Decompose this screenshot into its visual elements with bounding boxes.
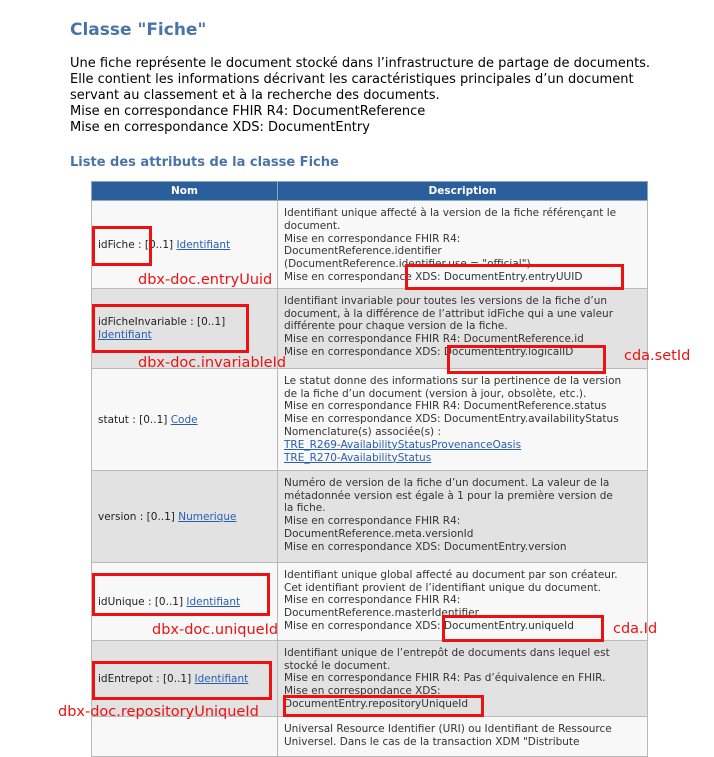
type-link[interactable]: Identifiant [98, 329, 152, 342]
desc-line: Identifiant unique global affecté au document par son créateur. [284, 568, 618, 581]
desc-line: Universal Resource Identifier (URI) ou Identifiant de Ressource [284, 722, 612, 735]
annotation-label: cda.setId [624, 348, 691, 364]
desc-line: Le statut donne des informations sur la pertinence de la version [284, 374, 622, 387]
table-row [92, 470, 648, 562]
desc-line: Cet identifiant provient de l’identifiant unique du document. [284, 581, 601, 594]
attr-desc-cell [278, 368, 648, 470]
highlight-box-uniqueid [442, 615, 604, 642]
desc-line: Mise en correspondance XDS: DocumentEntry.entryUUID [284, 270, 583, 283]
annotation-label: dbx-doc.invariableId [138, 355, 287, 371]
header-nom: Nom [92, 182, 278, 201]
type-link[interactable]: Code [170, 413, 198, 426]
intro-line: Une fiche représente le document stocké dans l’infrastructure de partage de documents. [70, 56, 651, 71]
intro-line: servant au classement et à la recherche des documents. [70, 88, 440, 103]
highlight-box-idunique [92, 573, 270, 616]
highlight-box-logicalid [447, 345, 606, 374]
nomenclature-link[interactable]: TRE_R270-AvailabilityStatus [284, 451, 432, 464]
desc-line: document. [284, 219, 341, 232]
section-title: Liste des attributs de la classe Fiche [70, 155, 339, 170]
desc-line: DocumentReference.meta.versionId [284, 527, 474, 540]
desc-line: Mise en correspondance XDS: DocumentEntry.logicalID [284, 345, 574, 358]
desc-line: Mise en correspondance FHIR R4: DocumentReference.status [284, 400, 607, 413]
desc-line: Identifiant unique affecté à la version de la fiche référençant le [284, 207, 617, 219]
desc-line: Universel. Dans le cas de la transaction XDM "Distribute [284, 735, 580, 748]
table-header-row [92, 182, 648, 201]
attr-desc-cell [278, 470, 648, 562]
intro-line: Mise en correspondance FHIR R4: DocumentReference [70, 104, 426, 119]
intro-line: Elle contient les informations décrivant les caractéristiques principales d’un document [70, 72, 634, 87]
desc-line: de la fiche d’un document (version à jour, obsolète, etc.). [284, 387, 587, 400]
table-row [92, 368, 648, 470]
annotation-label: dbx-doc.repositoryUniqueId [58, 704, 259, 720]
desc-line: (DocumentReference.identifier.use = "official") [284, 258, 531, 271]
desc-line: Nomenclature(s) associée(s) : [284, 425, 442, 438]
attr-name: idUnique : [0..1] [98, 595, 187, 608]
page-title: Classe "Fiche" [70, 20, 207, 40]
desc-line: Mise en correspondance FHIR R4: [284, 515, 461, 528]
desc-line: Mise en correspondance FHIR R4: [284, 594, 461, 607]
desc-line: Mise en correspondance XDS: DocumentEntry.uniqueId [284, 619, 574, 632]
desc-line: Mise en correspondance XDS: DocumentEntry.availabilityStatus [284, 413, 619, 426]
desc-line: stocké le document. [284, 659, 391, 672]
header-description: Description [278, 182, 648, 201]
desc-line: DocumentEntry.repositoryUniqueId [284, 697, 469, 710]
attr-desc-cell [278, 716, 648, 756]
desc-line: métadonnée version est égale à 1 pour la première version de [284, 489, 613, 502]
type-link[interactable]: Numerique [178, 510, 237, 523]
desc-line: Identifiant unique de l’entrepôt de documents dans lequel est [284, 646, 610, 659]
attr-name: idEntrepot : [0..1] [98, 672, 195, 685]
highlight-box-idficheinvariable [92, 304, 249, 353]
attr-name: statut : [0..1] [98, 413, 171, 426]
highlight-box-entryuuid [405, 264, 624, 290]
desc-line: document, à la différence de l’attribut idFiche qui a une valeur [284, 307, 614, 320]
type-link[interactable]: Identifiant [194, 672, 249, 685]
nomenclature-link[interactable]: TRE_R269-AvailabilityStatusProvenanceOasis [284, 438, 522, 451]
annotation-label: dbx-doc.entryUuid [138, 272, 273, 288]
table-row [92, 716, 648, 756]
attr-name: idFicheInvariable : [0..1] [98, 316, 226, 329]
attr-name: idFiche : [0..1] [98, 238, 177, 251]
highlight-box-repositoryuniqueid [283, 695, 484, 717]
desc-line: Mise en correspondance XDS: [284, 685, 441, 698]
desc-line: Mise en correspondance FHIR R4: [284, 232, 461, 245]
desc-line: DocumentReference.identifier [284, 245, 442, 258]
attr-name: version : [0..1] [98, 510, 179, 523]
type-link[interactable]: Identifiant [176, 238, 231, 251]
highlight-box-identrepot [92, 661, 272, 700]
type-link[interactable]: Identifiant [186, 595, 241, 608]
desc-line: Mise en correspondance FHIR R4: Pas d’équivalence en FHIR. [284, 672, 606, 685]
intro-paragraph [70, 56, 690, 136]
desc-line: la fiche. [284, 502, 326, 515]
intro-line: Mise en correspondance XDS: DocumentEntry [70, 120, 370, 135]
desc-line: DocumentReference.masterIdentifier [284, 607, 479, 620]
highlight-box-idfiche [92, 226, 152, 266]
desc-line: Mise en correspondance XDS: DocumentEntry.version [284, 540, 567, 553]
attr-name-cell [92, 368, 278, 470]
annotation-label: dbx-doc.uniqueId [152, 622, 279, 638]
desc-line: Numéro de version de la fiche d’un document. La valeur de la [284, 476, 610, 489]
attr-name-cell [92, 470, 278, 562]
desc-line: différente pour chaque version de la fiche. [284, 320, 508, 333]
annotation-label: cda.Id [613, 621, 658, 637]
attr-name-cell [92, 716, 278, 756]
desc-line: Identifiant invariable pour toutes les versions de la fiche d’un [284, 294, 608, 307]
desc-line: Mise en correspondance FHIR R4: DocumentReference.id [284, 333, 584, 346]
